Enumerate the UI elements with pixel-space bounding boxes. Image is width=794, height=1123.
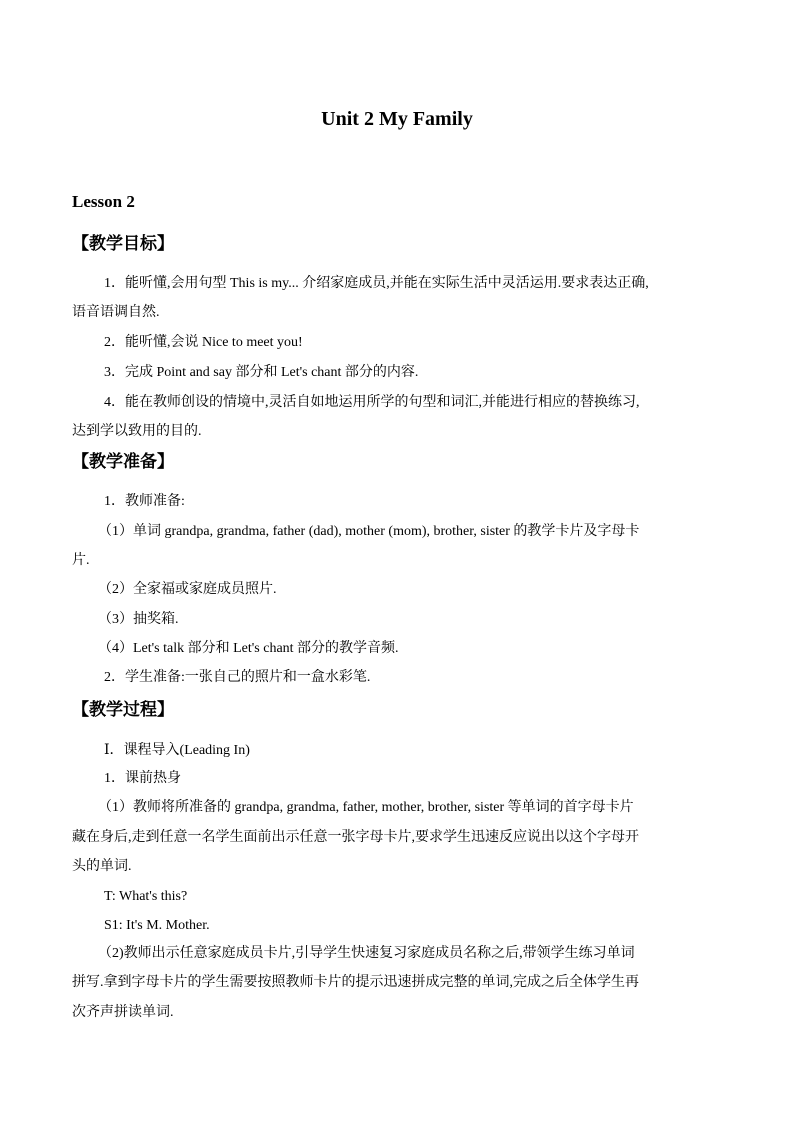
dialogue-teacher: T: What's this? (104, 889, 188, 904)
prep-item-4: （4）Let's talk 部分和 Let's chant 部分的教学音频. (98, 641, 399, 656)
heading-teaching-prep: 【教学准备】 (72, 452, 174, 472)
prep-item-1-line-1: （1）单词 grandpa, grandma, father (dad), mother (mom), brother, sister 的教学卡片及字母卡 (98, 524, 640, 539)
document-title: Unit 2 My Family (321, 108, 473, 130)
process-warmup: 1．课前热身 (104, 771, 181, 786)
process-step-2-line-3: 次齐声拼读单词. (72, 1005, 174, 1020)
process-step-2-line-1: （2)教师出示任意家庭成员卡片,引导学生快速复习家庭成员名称之后,带领学生练习单词 (98, 946, 635, 961)
dialogue-student: S1: It's M. Mother. (104, 918, 210, 933)
prep-student: 2．学生准备:一张自己的照片和一盒水彩笔. (104, 670, 371, 685)
heading-teaching-process: 【教学过程】 (72, 700, 174, 720)
process-step-1-line-1: （1）教师将所准备的 grandpa, grandma, father, mother, brother, sister 等单词的首字母卡片 (98, 800, 634, 815)
goal-2: 2．能听懂,会说 Nice to meet you! (104, 335, 303, 350)
goal-1-line-1: 1．能听懂,会用句型 This is my... 介绍家庭成员,并能在实际生活中灵活运用.要求表达正确, (104, 276, 649, 291)
goal-4-line-1: 4．能在教师创设的情境中,灵活自如地运用所学的句型和词汇,并能进行相应的替换练习, (104, 395, 640, 410)
process-step-1-line-3: 头的单词. (72, 859, 132, 874)
process-step-2-line-2: 拼写.拿到字母卡片的学生需要按照教师卡片的提示迅速拼成完整的单词,完成之后全体学生再 (72, 975, 639, 990)
goal-1-line-2: 语音语调自然. (72, 305, 160, 320)
lesson-label: Lesson 2 (72, 192, 135, 211)
process-step-1-line-2: 藏在身后,走到任意一名学生面前出示任意一张字母卡片,要求学生迅速反应说出以这个字母开 (72, 830, 639, 845)
process-section-1: Ⅰ．课程导入(Leading In) (104, 743, 250, 758)
prep-item-3: （3）抽奖箱. (98, 612, 179, 627)
goal-3: 3．完成 Point and say 部分和 Let's chant 部分的内容. (104, 365, 419, 380)
prep-item-2: （2）全家福或家庭成员照片. (98, 582, 277, 597)
heading-teaching-goals: 【教学目标】 (72, 234, 174, 254)
prep-teacher: 1．教师准备: (104, 494, 185, 509)
prep-item-1-line-2: 片. (72, 553, 90, 568)
goal-4-line-2: 达到学以致用的目的. (72, 424, 202, 439)
